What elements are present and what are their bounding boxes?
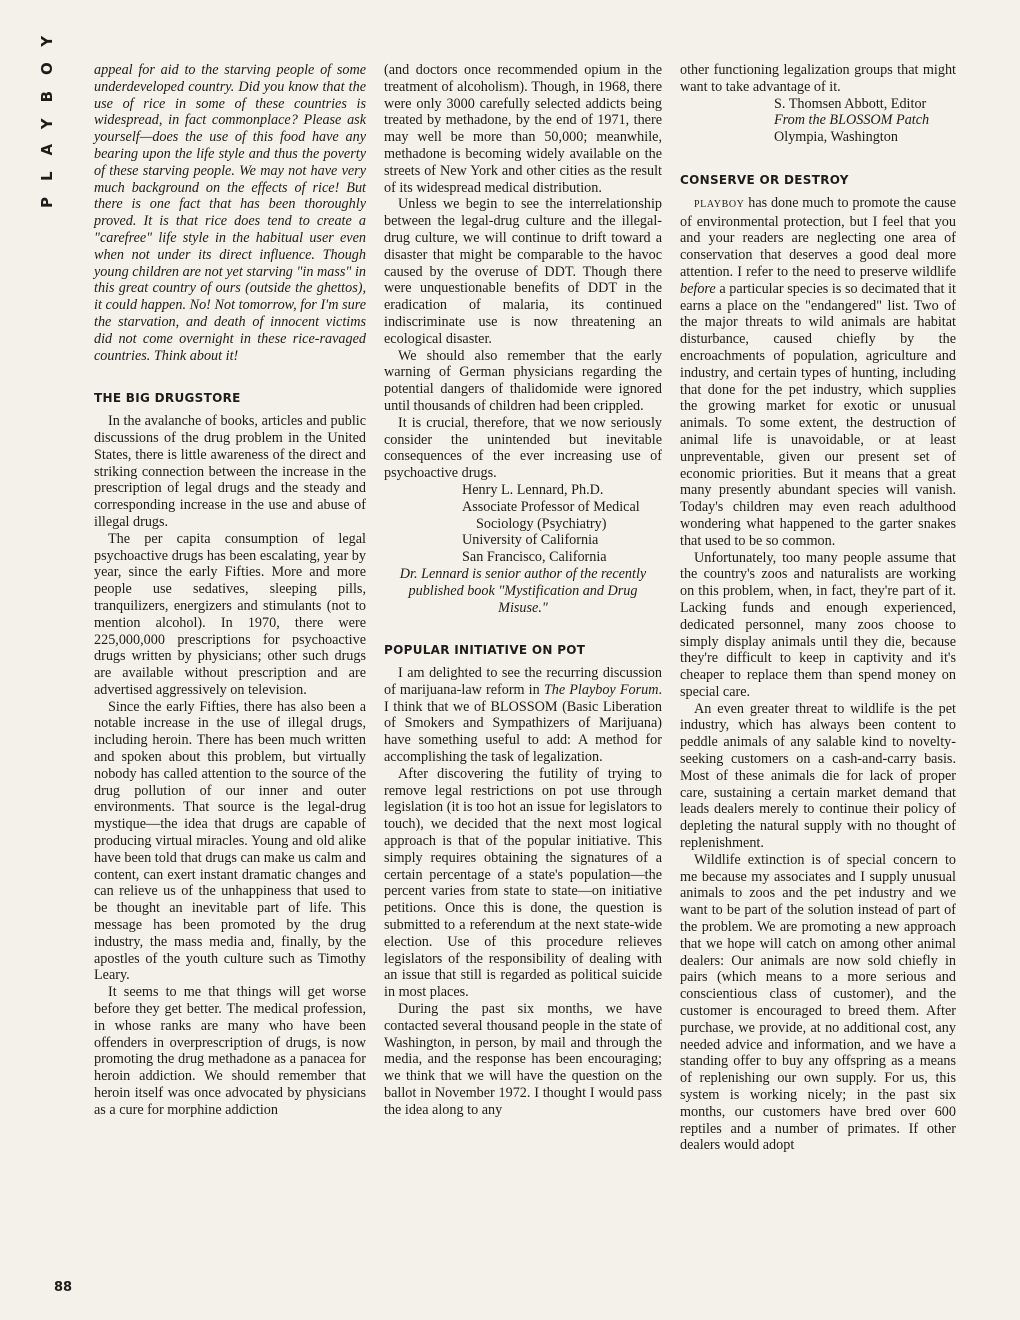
paragraph: After discovering the futility of trying to remove legal restrictions on pot use through legislation (it is too hot an issue for legislators to touch), we decided that the next most logical approach is that of the popular initiative. This simply requires obtaining the signatures of a certain percentage of a state's population—the percent varies from state to state—on initiative petitions. Once this is done, the question is submitted to a referendum at the next state-wide election. Use of this procedure relieves legislators of the responsibility of dealing with an issue that still is regarded as political suicide in most places.: [384, 765, 662, 1001]
signature-line: University of California: [462, 532, 599, 549]
column-3: [680, 62, 956, 1154]
paragraph: Wildlife extinction is of special concern to me because my associates and I supply unusual animals to zoos and the pet industry and we want to be part of the solution instead of part of the problem. We are promoting a new approach that we hope will catch on among other animal dealers: Our animals are now sold chiefly in pairs (which means to a more serious and conscientious class of customer), and the customer is encouraged to breed them. After purchase, we provide, at no additional cost, any needed advice and information, and we have a standing offer to buy any offspring as a means of replenishing our own supply. For us, this system is working nicely; in the past six months, our customers have bred over 600 reptiles and a number of primates. If other dealers would adopt: [680, 851, 956, 1154]
signature-line: From the BLOSSOM Patch: [774, 112, 930, 129]
page-number: 88: [54, 1280, 73, 1295]
text-run: . I think that we of BLOSSOM (Basic Liberation of Smokers and Sympathizers of Marijuana) have something useful to add: A method for accomplishing the task of legalization.: [384, 681, 663, 766]
paragraph: During the past six months, we have contacted several thousand people in the state of Washington, in person, by mail and through the media, and the response has been encouraging; we think that we will have the question on the ballot in November 1972. I thought I would pass the idea along to any: [384, 1001, 662, 1118]
section-heading-conserve-or-destroy: CONSERVE OR DESTROY: [680, 172, 849, 187]
text-run: has done much to promote the cause of environmental protection, but I feel that you and your readers are neglecting one area of conservation that deserves a good deal more attention. I refer to the need to preserve wildlife: [680, 194, 956, 280]
paragraph: Unfortunately, too many people assume that the country's zoos and naturalists are working on this problem, when, in fact, they're part of it. Lacking funds and enough experienced, dedicated personnel, many zoos choose to simply display animals until they die, because they're difficult to keep in captivity and it's cheaper to replace them than spend money on special care.: [680, 549, 956, 700]
text-run: a particular species is so decimated that it earns a place on the "endangered" list. Two of the major threats to wild animals are habitat disturbance, caused chiefly by the encroachments of population, agriculture and industry, and certain types of hunting, including that done for the pet industry, which supplies the growing market for exotic or unusual animals. To some extent, the destruction of animal life is unavoidable, or at least unpreventable, given our present set of economic priorities. But it means that a great many presently abundant species will vanish. Today's children may even reach adulthood wondering what happened to the garter snakes that used to be so common.: [680, 280, 956, 549]
publication-title: The Playboy Forum: [543, 681, 659, 698]
paragraph: [680, 195, 956, 550]
section-heading-big-drugstore: THE BIG DRUGSTORE: [94, 391, 241, 406]
paragraph: Unless we begin to see the interrelationship between the legal-drug culture and the illegal-drug culture, we will continue to drift toward a disaster that might be comparable to the havoc caused by the overuse of DDT. Though there were unquestionable benefits of DDT in the eradication of malaria, its continued indiscriminate use is now threatening an ecological disaster.: [384, 196, 662, 347]
masthead-text: PLAYBOY: [38, 19, 56, 208]
paragraph: [384, 665, 662, 766]
signature-line: Sociology (Psychiatry): [476, 515, 607, 532]
paragraph: It is crucial, therefore, that we now seriously consider the unintended but inevitable consequences of the ever increasing use of psychoactive drugs.: [384, 414, 662, 482]
emphasis: before: [680, 280, 716, 297]
masthead: [38, 19, 74, 208]
signature-line: S. Thomsen Abbott, Editor: [774, 95, 927, 112]
paragraph: The per capita consumption of legal psychoactive drugs has been escalating, year by year, since the early Fifties. More and more people use sedatives, sleeping pills, tranquilizers, energizers and stimulants (not to mention alcohol). In 1970, there were 225,000,000 prescriptions for psychoactive drugs written by physicians; other such drugs are available without prescription and are advertised aggressively on television.: [94, 530, 366, 698]
signature-line: San Francisco, California: [462, 549, 607, 566]
paragraph: Since the early Fifties, there has also been a notable increase in the use of illegal drugs, including heroin. There has been much written and spoken about this problem, but virtually nobody has called attention to the source of the drug pollution of our inner and outer environments. That source is the legal-drug mystique—the idea that drugs are capable of producing virtual miracles. Young and old alike have been told that drugs can make us calm and content, can exert instant dramatic changes and can relieve us of the unhappiness that used to be thought an inevitable part of life. This message has been promoted by the drug industry, the mass media and, finally, by the apostles of the youth culture such as Timothy Leary.: [94, 698, 366, 984]
paragraph: (and doctors once recommended opium in the treatment of alcoholism). Though, in 1968, there were only 3000 carefully selected addicts being treated by methadone, by the end of 1971, there may well be more than 50,000; meanwhile, methadone is becoming widely available on the streets of New York and other cities as the result of its widespread medical distribution.: [384, 62, 662, 196]
paragraph: We should also remember that the early warning of German physicians regarding the potential dangers of thalidomide were ignored until thousands of children had been crippled.: [384, 347, 662, 414]
signature-line: Henry L. Lennard, Ph.D.: [462, 481, 604, 498]
column-1: [94, 62, 366, 1119]
brand-name: PLAYBOY: [694, 198, 745, 210]
paragraph: It seems to me that things will get worse before they get better. The medical profession, in whose ranks are many who have been offenders in overprescription of drugs, is now promoting the drug methadone as a panacea for heroin addiction. We should remember that heroin itself was once advocated by physicians as a cure for morphine addiction: [94, 984, 366, 1118]
paragraph: other functioning legalization groups that might want to take advantage of it.: [680, 62, 956, 95]
signature-line: Associate Professor of Medical: [462, 498, 640, 515]
editor-note: Dr. Lennard is senior author of the recently published book "Mystification and Drug Misuse.": [399, 565, 647, 616]
column-2: [384, 62, 662, 1119]
paragraph: In the avalanche of books, articles and public discussions of the drug problem in the United States, there is little awareness of the direct and striking connection between the increase in the prescription of legal drugs and the steady and corresponding increase in the use and abuse of illegal drugs.: [94, 413, 366, 530]
letter-intro: appeal for aid to the starving people of some underdeveloped country. Did you know that the use of rice in some of these countries is widespread, in fact commonplace? Please ask yourself—does the use of this food have any bearing upon the life style and thus the poverty of these starving people. We may not have very much background on the effects of rice! But there is one fact that has been thoroughly proved. It is that rice does tend to create a "carefree" life style in the habitual user even when not under its direct influence. Though young children are not yet starving "in mass" in this great country of ours (outside the ghettos), it could happen. No! Not tomorrow, for I'm sure the starvation, and death of innocent victims did not come overnight in these rice-ravaged countries. Think about it!: [94, 62, 366, 364]
signature-line: Olympia, Washington: [774, 129, 898, 146]
paragraph: An even greater threat to wildlife is the pet industry, which has always been content to peddle animals of any salable kind to novelty-seeking customers on a cash-and-carry basis. Most of these animals die for lack of proper care, sustaining a certain market demand that leads dealers merely to continue their policy of depleting the natural supply with no thought of replenishment.: [680, 700, 956, 852]
text-run: I am delighted to see the recurring discussion of marijuana-law reform in: [384, 665, 662, 698]
section-heading-popular-initiative: POPULAR INITIATIVE ON POT: [384, 643, 586, 658]
